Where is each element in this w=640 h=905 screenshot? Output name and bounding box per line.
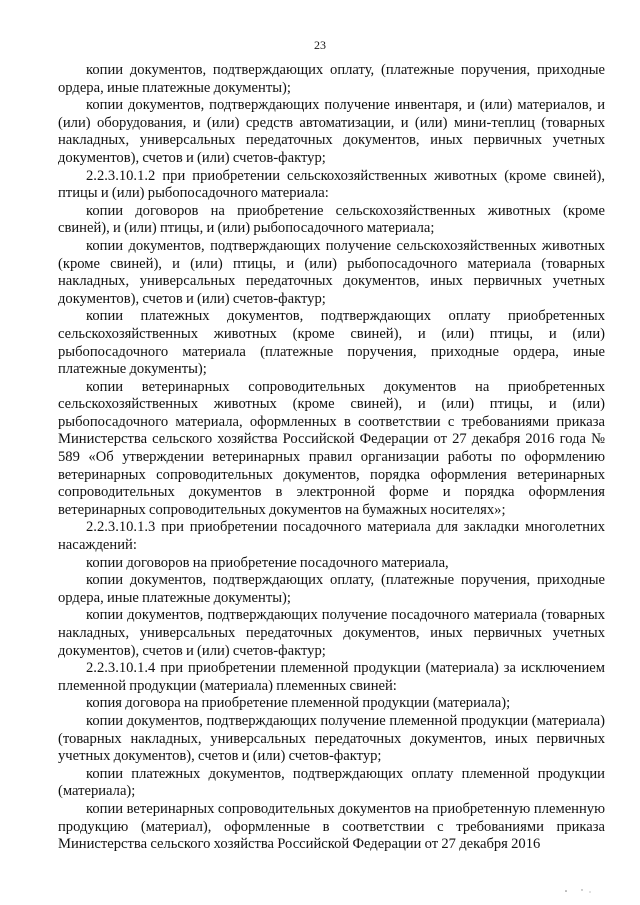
paragraph: копии платежных документов, подтверждающих оплату приобретенных сельскохозяйственных животных (кроме свиней), и (или) птицы, и (или) рыбопосадочного материала (платежные поручения, приходные ордера, иные платежные документы); (58, 308, 605, 378)
paragraph: копии документов, подтверждающих получение сельскохозяйственных животных (кроме свиней), и (или) птицы, и (или) рыбопосадочного материала (товарных накладных, универсальных передаточных документов, иных первичных учетных документов), счетов и (или) счетов-фактур; (58, 237, 605, 307)
paragraph: копии ветеринарных сопроводительных документов на приобретенную племенную продукцию (материал), оформленные в соответствии с требованиями приказа Министерства сельского хозяйства Российской Федерации от 27 декабря 2016 (58, 800, 605, 853)
paragraph: копии договоров на приобретение сельскохозяйственных животных (кроме свиней), и (или) птицы, и (или) рыбопосадочного материала; (58, 202, 605, 237)
section-heading: 2.2.3.10.1.4 при приобретении племенной продукции (материала) за исключением племенной продукции (материала) племенных свиней: (58, 660, 605, 694)
paragraph: копии договоров на приобретение посадочного материала, (86, 554, 449, 571)
scan-specks (560, 888, 600, 894)
paragraph: копии документов, подтверждающих получение инвентаря, и (или) материалов, и (или) оборудования, и (или) средств автоматизации, и (или) мини-теплиц (товарных накладных, универсальных передаточных документов, иных первичных учетных документов), счетов и (или) счетов-фактур; (58, 97, 605, 166)
paragraph: копии платежных документов, подтверждающих оплату племенной продукции (материала); (58, 765, 605, 800)
section-heading: 2.2.3.10.1.3 при приобретении посадочного материала для закладки многолетних насаждений: (58, 519, 605, 554)
paragraph: копии документов, подтверждающих получение племенной продукции (материала) (товарных накладных, универсальных передаточных документов, иных первичных учетных документов), счетов и (или) счетов-фактур; (58, 712, 605, 765)
paragraph: копии ветеринарных сопроводительных документов на приобретенных сельскохозяйственных животных (кроме свиней), и (или) птицы, и (или) рыбопосадочного материала, оформленных в соответствии с требованиями приказа Министерства сельского хозяйства Российской Федерации от 27 декабря 2016 года № 589 «Об утверждении ветеринарных правил организации работы по оформлению ветеринарных сопроводительных документов, порядка оформления ветеринарных сопроводительных документов в электронной форме и порядка оформления ветеринарных сопроводительных документов на бумажных носителях»; (58, 378, 605, 518)
paragraph: копии документов, подтверждающих получение посадочного материала (товарных накладных, универсальных передаточных документов, иных первичных учетных документов), счетов и (или) счетов-фактур; (58, 607, 605, 659)
paragraph: копии документов, подтверждающих оплату, (платежные поручения, приходные ордера, иные платежные документы); (58, 572, 605, 606)
paragraph: копии документов, подтверждающих оплату, (платежные поручения, приходные ордера, иные платежные документы); (58, 62, 605, 96)
section-heading: 2.2.3.10.1.2 при приобретении сельскохозяйственных животных (кроме свиней), птицы и (или) рыбопосадочного материала: (58, 167, 605, 202)
page-number: 23 (314, 38, 326, 52)
document-body (58, 62, 605, 854)
paragraph: копия договора на приобретение племенной продукции (материала); (86, 695, 511, 712)
